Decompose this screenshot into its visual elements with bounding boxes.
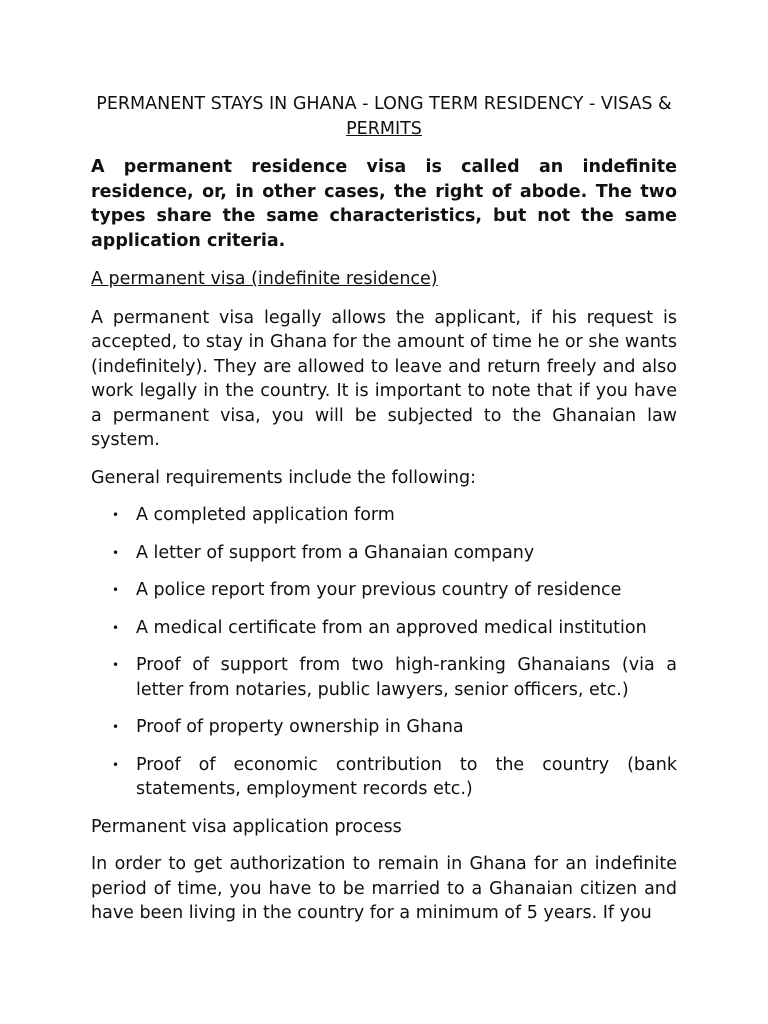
paragraph-1: A permanent visa legally allows the applicant, if his request is accepted, to stay in Ghana for the amount of time he or she wants (indefinitely). They are allowed to leave and return freely and also work legally in the country. It is important to note that if you have a permanent visa, you will be subjected to the Ghanaian law system. — [91, 307, 677, 450]
bullet-icon: • — [112, 720, 120, 734]
list-item — [91, 715, 677, 740]
list-item — [91, 653, 677, 702]
list-item-text: A completed application form — [136, 505, 395, 525]
bullet-icon: • — [112, 620, 120, 635]
list-item-text: A police report from your previous country of residence — [136, 580, 622, 600]
requirements-list — [91, 503, 677, 802]
title-line-1: PERMANENT STAYS IN GHANA - LONG TERM RESIDENCY - VISAS & — [96, 94, 672, 114]
bullet-icon: • — [112, 658, 120, 672]
bullet-icon: • — [112, 545, 120, 560]
list-item-text: A letter of support from a Ghanaian company — [136, 542, 535, 563]
list-item-text: Proof of property ownership in Ghana — [136, 717, 464, 737]
bullet-icon: • — [112, 757, 120, 772]
list-item — [91, 753, 677, 802]
list-item — [91, 578, 677, 603]
list-item — [91, 541, 677, 566]
process-heading: Permanent visa application process — [91, 816, 402, 837]
bullet-icon: • — [112, 508, 120, 522]
requirements-intro: General requirements include the following: — [91, 467, 477, 488]
list-item-text: Proof of economic contribution to the country (bank statements, employment records etc.) — [136, 754, 677, 799]
document-body — [91, 92, 677, 939]
bullet-icon: • — [112, 583, 120, 597]
list-item — [91, 503, 677, 528]
list-item-text: Proof of support from two high-ranking Ghanaians (via a letter from notaries, public lawyers, senior officers, etc.) — [136, 655, 677, 700]
lead-paragraph: A permanent residence visa is called an indefinite residence, or, in other cases, the right of abode. The two types share the same characteristics, but not the same application criteria. — [91, 157, 677, 251]
document-title — [91, 92, 677, 141]
subheading: A permanent visa (indefinite residence) — [91, 269, 438, 289]
title-line-2: PERMITS — [346, 118, 422, 139]
list-item — [91, 616, 677, 641]
paragraph-2: In order to get authorization to remain in Ghana for an indefinite period of time, you have to be married to a Ghanaian citizen and have been living in the country for a minimum of 5 years. If you — [91, 854, 677, 923]
list-item-text: A medical certificate from an approved medical institution — [136, 617, 647, 638]
